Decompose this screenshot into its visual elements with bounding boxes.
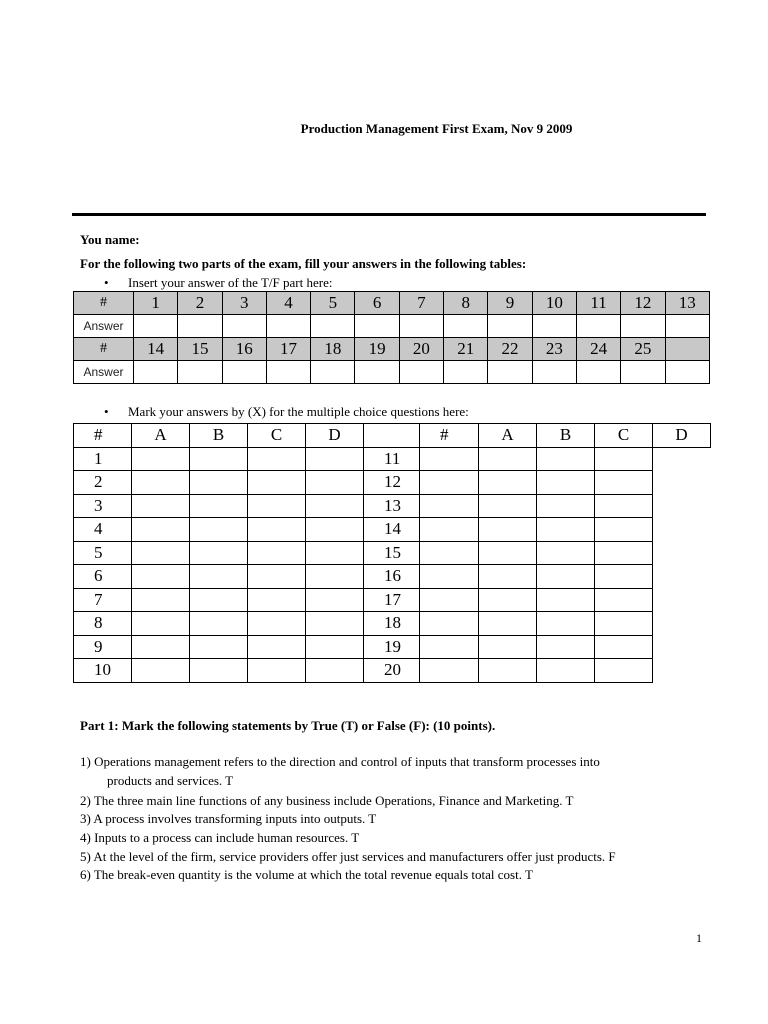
- mc-question-number: 9: [74, 635, 132, 659]
- mc-choice-cell[interactable]: [306, 588, 364, 612]
- tf-answer-cell[interactable]: [222, 361, 266, 384]
- mc-question-number: 2: [74, 471, 132, 495]
- mc-choice-cell[interactable]: [479, 612, 537, 636]
- tf-question-number: 14: [134, 338, 178, 361]
- tf-question-number: 12: [621, 292, 665, 315]
- tf-answer-cell[interactable]: [488, 315, 532, 338]
- mc-choice-cell[interactable]: [190, 471, 248, 495]
- tf-header-row-2: [74, 338, 710, 361]
- mc-choice-cell[interactable]: [595, 588, 653, 612]
- mc-choice-cell[interactable]: [248, 635, 306, 659]
- mc-choice-cell[interactable]: [132, 518, 190, 542]
- mc-choice-cell[interactable]: [420, 635, 479, 659]
- mc-choice-cell[interactable]: [420, 588, 479, 612]
- tf-hash-cell: #: [74, 338, 134, 361]
- mc-choice-cell[interactable]: [306, 494, 364, 518]
- mc-question-number: 16: [364, 565, 420, 589]
- mc-choice-cell[interactable]: [306, 471, 364, 495]
- mc-question-row: [74, 588, 711, 612]
- mc-choice-cell[interactable]: [248, 659, 306, 683]
- tf-answer-cell[interactable]: [311, 361, 355, 384]
- mc-choice-cell[interactable]: [420, 659, 479, 683]
- mc-question-row: [74, 471, 711, 495]
- mc-choice-cell[interactable]: [537, 659, 595, 683]
- tf-question-number: 1: [134, 292, 178, 315]
- mc-choice-cell[interactable]: [537, 518, 595, 542]
- mc-question-number: 6: [74, 565, 132, 589]
- mc-question-number: 4: [74, 518, 132, 542]
- mc-header-a: A: [132, 424, 190, 448]
- mc-question-number: 14: [364, 518, 420, 542]
- mc-choice-cell[interactable]: [537, 447, 595, 471]
- tf-question-number: 6: [355, 292, 399, 315]
- mc-choice-cell[interactable]: [190, 518, 248, 542]
- tf-hash-cell: #: [74, 292, 134, 315]
- mc-question-number: 5: [74, 541, 132, 565]
- mc-choice-cell[interactable]: [537, 635, 595, 659]
- mc-header-c: C: [595, 424, 653, 448]
- tf-question-number: 7: [399, 292, 443, 315]
- mc-choice-cell[interactable]: [190, 565, 248, 589]
- tf-answer-cell[interactable]: [532, 361, 576, 384]
- tf-question-number: 16: [222, 338, 266, 361]
- tf-header-row-1: [74, 292, 710, 315]
- mc-choice-cell[interactable]: [420, 541, 479, 565]
- tf-answer-cell[interactable]: [355, 361, 399, 384]
- tf-answer-cell[interactable]: [178, 361, 222, 384]
- mc-choice-cell[interactable]: [190, 588, 248, 612]
- mc-choice-cell[interactable]: [420, 471, 479, 495]
- tf-answer-cell[interactable]: [178, 315, 222, 338]
- statement-1-cont: products and services. T: [107, 773, 234, 788]
- mc-choice-cell[interactable]: [595, 494, 653, 518]
- mc-bullet-text: Mark your answers by (X) for the multiple choice questions here:: [128, 404, 469, 419]
- tf-answer-cell[interactable]: [532, 315, 576, 338]
- mc-choice-cell[interactable]: [537, 541, 595, 565]
- tf-answer-cell[interactable]: [576, 315, 620, 338]
- mc-choice-cell[interactable]: [248, 565, 306, 589]
- mc-question-number: 3: [74, 494, 132, 518]
- mc-question-row: [74, 541, 711, 565]
- tf-question-number: 25: [621, 338, 665, 361]
- mc-choice-cell[interactable]: [132, 541, 190, 565]
- mc-choice-cell[interactable]: [132, 612, 190, 636]
- mc-choice-cell[interactable]: [479, 659, 537, 683]
- mc-choice-cell[interactable]: [306, 635, 364, 659]
- mc-choice-cell[interactable]: [479, 494, 537, 518]
- mc-question-row: [74, 612, 711, 636]
- part1-heading: Part 1: Mark the following statements by True (T) or False (F): (10 points).: [80, 718, 496, 733]
- mc-choice-cell[interactable]: [479, 541, 537, 565]
- mc-choice-cell[interactable]: [132, 588, 190, 612]
- mc-choice-cell[interactable]: [306, 541, 364, 565]
- mc-choice-cell[interactable]: [132, 471, 190, 495]
- mc-header-b: B: [190, 424, 248, 448]
- tf-question-number: 24: [576, 338, 620, 361]
- mc-header-hash: #: [74, 424, 132, 448]
- mc-question-number: 15: [364, 541, 420, 565]
- statement-1: 1) Operations management refers to the direction and control of inputs that transform processes into: [80, 754, 600, 769]
- tf-question-number: 8: [444, 292, 488, 315]
- tf-answer-row-2: [74, 361, 710, 384]
- mc-answer-table: [73, 423, 711, 683]
- mc-header-a: A: [479, 424, 537, 448]
- tf-answer-cell[interactable]: [399, 361, 443, 384]
- mc-choice-cell[interactable]: [306, 612, 364, 636]
- tf-question-number: 13: [665, 292, 709, 315]
- tf-question-number: 3: [222, 292, 266, 315]
- mc-choice-cell[interactable]: [306, 447, 364, 471]
- tf-question-number: 10: [532, 292, 576, 315]
- tf-answer-cell[interactable]: [444, 361, 488, 384]
- mc-choice-cell[interactable]: [537, 565, 595, 589]
- tf-answer-cell[interactable]: [134, 315, 178, 338]
- tf-answer-cell[interactable]: [621, 315, 665, 338]
- mc-choice-cell[interactable]: [132, 565, 190, 589]
- mc-choice-cell[interactable]: [537, 588, 595, 612]
- tf-bullet: [104, 275, 332, 291]
- tf-question-number: 4: [266, 292, 310, 315]
- tf-answer-cell[interactable]: [444, 315, 488, 338]
- tf-answer-label: Answer: [74, 361, 134, 384]
- mc-header-row: [74, 424, 711, 448]
- mc-choice-cell[interactable]: [248, 612, 306, 636]
- mc-table-spacer: [364, 424, 420, 448]
- mc-choice-cell[interactable]: [132, 635, 190, 659]
- mc-question-number: 13: [364, 494, 420, 518]
- mc-question-row: [74, 447, 711, 471]
- mc-header-hash: #: [420, 424, 479, 448]
- mc-question-number: 1: [74, 447, 132, 471]
- statement-3: 3) A process involves transforming inputs into outputs. T: [80, 811, 377, 826]
- mc-choice-cell[interactable]: [248, 541, 306, 565]
- mc-choice-cell[interactable]: [248, 471, 306, 495]
- mc-choice-cell[interactable]: [595, 565, 653, 589]
- mc-question-number: 17: [364, 588, 420, 612]
- mc-choice-cell[interactable]: [595, 612, 653, 636]
- mc-choice-cell[interactable]: [306, 565, 364, 589]
- tf-question-number: 22: [488, 338, 532, 361]
- statement-5: 5) At the level of the firm, service providers offer just services and manufacturers offer just products. F: [80, 849, 616, 864]
- tf-answer-cell[interactable]: [222, 315, 266, 338]
- tf-question-number: 11: [576, 292, 620, 315]
- mc-choice-cell[interactable]: [595, 471, 653, 495]
- mc-choice-cell[interactable]: [595, 541, 653, 565]
- tf-answer-cell[interactable]: [311, 315, 355, 338]
- mc-choice-cell[interactable]: [420, 612, 479, 636]
- mc-choice-cell[interactable]: [595, 518, 653, 542]
- tf-answer-cell[interactable]: [399, 315, 443, 338]
- mc-choice-cell[interactable]: [306, 659, 364, 683]
- tf-question-number: 17: [266, 338, 310, 361]
- tf-question-number: 20: [399, 338, 443, 361]
- mc-header-b: B: [537, 424, 595, 448]
- mc-question-number: 19: [364, 635, 420, 659]
- statement-2: 2) The three main line functions of any business include Operations, Finance and Marketing. T: [80, 793, 574, 808]
- page-title: Production Management First Exam, Nov 9 2009: [300, 121, 573, 136]
- horizontal-rule: [72, 213, 706, 216]
- mc-choice-cell[interactable]: [190, 447, 248, 471]
- mc-choice-cell[interactable]: [190, 659, 248, 683]
- tf-answer-table: [73, 291, 710, 384]
- mc-header-d: D: [306, 424, 364, 448]
- mc-choice-cell[interactable]: [248, 447, 306, 471]
- mc-choice-cell[interactable]: [537, 612, 595, 636]
- mc-choice-cell[interactable]: [306, 518, 364, 542]
- mc-choice-cell[interactable]: [595, 659, 653, 683]
- bullet-icon: •: [104, 275, 109, 290]
- mc-choice-cell[interactable]: [537, 471, 595, 495]
- mc-choice-cell[interactable]: [132, 447, 190, 471]
- tf-answer-cell[interactable]: [665, 315, 709, 338]
- tf-answer-cell[interactable]: [134, 361, 178, 384]
- tf-answer-label: Answer: [74, 315, 134, 338]
- tf-answer-cell[interactable]: [488, 361, 532, 384]
- mc-question-number: 10: [74, 659, 132, 683]
- mc-question-number: 8: [74, 612, 132, 636]
- mc-choice-cell[interactable]: [190, 612, 248, 636]
- tf-question-number: 5: [311, 292, 355, 315]
- mc-choice-cell[interactable]: [248, 518, 306, 542]
- tf-question-number: 19: [355, 338, 399, 361]
- tf-question-number: [665, 338, 709, 361]
- mc-question-row: [74, 635, 711, 659]
- tf-answer-cell[interactable]: [266, 361, 310, 384]
- mc-question-row: [74, 659, 711, 683]
- mc-choice-cell[interactable]: [248, 494, 306, 518]
- mc-question-number: 20: [364, 659, 420, 683]
- mc-choice-cell[interactable]: [479, 635, 537, 659]
- mc-question-number: 18: [364, 612, 420, 636]
- mc-question-number: 12: [364, 471, 420, 495]
- mc-choice-cell[interactable]: [190, 541, 248, 565]
- mc-choice-cell[interactable]: [190, 494, 248, 518]
- tf-bullet-text: Insert your answer of the T/F part here:: [128, 275, 333, 290]
- bullet-icon: •: [104, 404, 109, 419]
- tf-answer-row-1: [74, 315, 710, 338]
- mc-choice-cell[interactable]: [479, 518, 537, 542]
- tf-question-number: 18: [311, 338, 355, 361]
- page-number: 1: [696, 931, 702, 945]
- mc-choice-cell[interactable]: [479, 447, 537, 471]
- tf-answer-cell[interactable]: [665, 361, 709, 384]
- mc-header-d: D: [653, 424, 711, 448]
- mc-choice-cell[interactable]: [420, 494, 479, 518]
- mc-choice-cell[interactable]: [420, 565, 479, 589]
- mc-choice-cell[interactable]: [420, 447, 479, 471]
- tf-answer-cell[interactable]: [576, 361, 620, 384]
- mc-choice-cell[interactable]: [595, 447, 653, 471]
- tf-answer-cell[interactable]: [266, 315, 310, 338]
- instructions: For the following two parts of the exam, fill your answers in the following tables:: [80, 256, 527, 271]
- mc-choice-cell[interactable]: [420, 518, 479, 542]
- mc-choice-cell[interactable]: [479, 565, 537, 589]
- tf-question-number: 21: [444, 338, 488, 361]
- mc-choice-cell[interactable]: [132, 494, 190, 518]
- mc-question-number: 11: [364, 447, 420, 471]
- statement-6: 6) The break-even quantity is the volume at which the total revenue equals total cost. T: [80, 867, 533, 882]
- mc-choice-cell[interactable]: [190, 635, 248, 659]
- mc-choice-cell[interactable]: [479, 471, 537, 495]
- mc-choice-cell[interactable]: [595, 635, 653, 659]
- tf-question-number: 15: [178, 338, 222, 361]
- mc-question-number: 7: [74, 588, 132, 612]
- mc-header-c: C: [248, 424, 306, 448]
- tf-question-number: 9: [488, 292, 532, 315]
- mc-question-row: [74, 565, 711, 589]
- mc-choice-cell[interactable]: [479, 588, 537, 612]
- tf-question-number: 23: [532, 338, 576, 361]
- tf-answer-cell[interactable]: [355, 315, 399, 338]
- mc-choice-cell[interactable]: [132, 659, 190, 683]
- name-label: You name:: [80, 232, 140, 247]
- mc-choice-cell[interactable]: [248, 588, 306, 612]
- mc-question-row: [74, 494, 711, 518]
- tf-answer-cell[interactable]: [621, 361, 665, 384]
- tf-question-number: 2: [178, 292, 222, 315]
- mc-question-row: [74, 518, 711, 542]
- mc-bullet: [104, 404, 469, 420]
- mc-choice-cell[interactable]: [537, 494, 595, 518]
- statement-4: 4) Inputs to a process can include human resources. T: [80, 830, 360, 845]
